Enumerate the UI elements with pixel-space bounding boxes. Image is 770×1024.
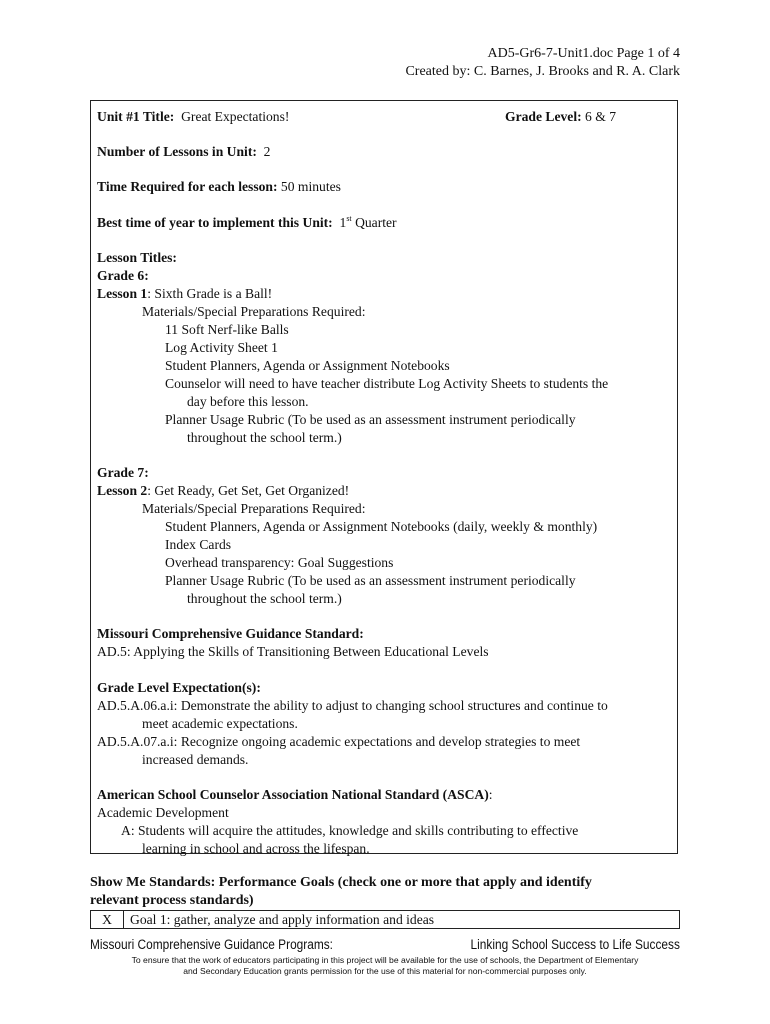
lesson1-material-item: Log Activity Sheet 1: [165, 340, 278, 355]
grade7-label: Grade 7:: [97, 465, 149, 480]
goals-table: [90, 910, 680, 929]
footer-note-line: and Secondary Education grants permission for the use of this material for non-commercial purposes only.: [183, 966, 587, 976]
lesson2-material-item: Planner Usage Rubric (To be used as an assessment instrument periodically: [165, 573, 576, 588]
unit-info-box: [90, 100, 678, 854]
gle-line: AD.5.A.07.a.i: Recognize ongoing academic expectations and develop strategies to meet: [97, 734, 581, 749]
unit-title-label: Unit #1 Title:: [97, 109, 175, 124]
lesson1-material-item: Student Planners, Agenda or Assignment Notebooks: [165, 358, 450, 373]
asca-colon: :: [488, 787, 493, 802]
show-me-heading-line: relevant process standards): [90, 893, 254, 908]
lesson2-title: : Get Ready, Get Set, Get Organized!: [147, 483, 350, 498]
lesson-titles-label: Lesson Titles:: [97, 250, 177, 265]
lesson2-material-item: Overhead transparency: Goal Suggestions: [165, 555, 394, 570]
unit-title-value: Great Expectations!: [181, 109, 290, 124]
footer-banner: [90, 937, 680, 957]
page-header: [405, 45, 680, 81]
lesson2-row: [97, 482, 349, 500]
time-required-label: Time Required for each lesson:: [97, 179, 278, 194]
goal-check-mark: X: [91, 911, 124, 929]
lesson1-materials-label: Materials/Special Preparations Required:: [142, 304, 366, 319]
best-time-suffix: st: [346, 214, 352, 223]
gle-line: AD.5.A.06.a.i: Demonstrate the ability to adjust to changing school structures and continue to: [97, 698, 608, 713]
lesson1-material-item: 11 Soft Nerf-like Balls: [165, 322, 289, 337]
grade6-label: Grade 6:: [97, 268, 149, 283]
lessons-count-value: 2: [263, 144, 271, 159]
asca-line: learning in school and across the lifespan.: [142, 841, 370, 856]
show-me-heading: [90, 874, 592, 910]
footer-left-text: Missouri Comprehensive Guidance Programs:: [90, 937, 333, 952]
asca-label: American School Counselor Association National Standard (ASCA): [97, 787, 489, 802]
asca-line: A: Students will acquire the attitudes, knowledge and skills contributing to effective: [121, 823, 579, 838]
lesson1-title: : Sixth Grade is a Ball!: [147, 286, 273, 301]
lesson1-material-item: throughout the school term.): [187, 430, 342, 445]
grade-level-value: 6 & 7: [585, 109, 617, 124]
lesson1-material-item: Planner Usage Rubric (To be used as an assessment instrument periodically: [165, 412, 576, 427]
lesson1-material-item: day before this lesson.: [187, 394, 309, 409]
lessons-count-label: Number of Lessons in Unit:: [97, 144, 257, 159]
best-time-quarter: Quarter: [355, 215, 397, 230]
time-required-row: [97, 178, 341, 196]
footer-right-text: Linking School Success to Life Success: [470, 937, 680, 952]
lesson2-material-item: Student Planners, Agenda or Assignment Notebooks (daily, weekly & monthly): [165, 519, 598, 534]
footer-note: [90, 955, 680, 977]
header-file-info: AD5-Gr6-7-Unit1.doc Page 1 of 4: [487, 46, 680, 61]
missouri-standard-label: Missouri Comprehensive Guidance Standard:: [97, 626, 364, 641]
best-time-number: 1: [339, 215, 347, 230]
lesson2-label: Lesson 2: [97, 483, 148, 498]
unit-title-row: [97, 108, 289, 126]
lesson2-material-item: Index Cards: [165, 537, 232, 552]
lesson2-materials-label: Materials/Special Preparations Required:: [142, 501, 366, 516]
best-time-row: [97, 214, 397, 232]
header-authors: Created by: C. Barnes, J. Brooks and R. A. Clark: [405, 64, 680, 79]
gle-label: Grade Level Expectation(s):: [97, 680, 261, 695]
grade-level-row: [505, 108, 616, 126]
lesson1-material-item: Counselor will need to have teacher distribute Log Activity Sheets to students the: [165, 376, 609, 391]
lesson1-row: [97, 285, 272, 303]
asca-heading: [97, 786, 493, 804]
missouri-standard-value: AD.5: Applying the Skills of Transitioning Between Educational Levels: [97, 644, 489, 659]
footer-note-line: To ensure that the work of educators participating in this project will be available for the use of schools, the Department of Elementary: [131, 955, 639, 965]
table-row: [91, 911, 680, 929]
gle-line: increased demands.: [142, 752, 249, 767]
asca-area: Academic Development: [97, 805, 229, 820]
lesson1-label: Lesson 1: [97, 286, 148, 301]
time-required-value: 50 minutes: [280, 179, 341, 194]
gle-line: meet academic expectations.: [142, 716, 298, 731]
lessons-count-row: [97, 143, 270, 161]
lesson2-material-item: throughout the school term.): [187, 591, 342, 606]
goal-text: Goal 1: gather, analyze and apply information and ideas: [124, 911, 680, 929]
grade-level-label: Grade Level:: [505, 109, 582, 124]
best-time-label: Best time of year to implement this Unit:: [97, 215, 333, 230]
show-me-heading-line: Show Me Standards: Performance Goals (check one or more that apply and identify: [90, 875, 592, 890]
